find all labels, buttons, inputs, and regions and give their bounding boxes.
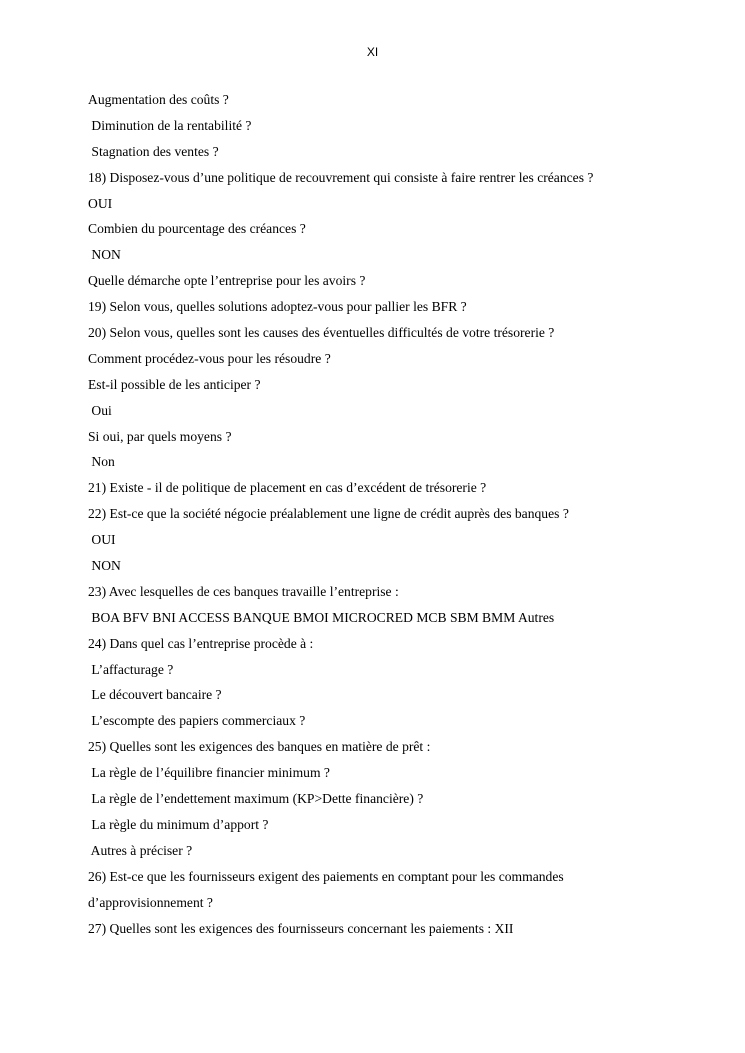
text-line: Oui (88, 402, 112, 418)
text-line: 25) Quelles sont les exigences des banques en matière de prêt : (88, 739, 431, 755)
text-line: Augmentation des coûts ? (88, 92, 229, 107)
text-line: 19) Selon vous, quelles solutions adoptez-vous pour pallier les BFR ? (88, 299, 467, 315)
text-line: Combien du pourcentage des créances ? (88, 221, 306, 237)
text-line: 18) Disposez-vous d’une politique de recouvrement qui consiste à faire rentrer les créances ? (88, 169, 594, 185)
text-line: Stagnation des ventes ? (88, 143, 219, 159)
text-line: Quelle démarche opte l’entreprise pour les avoirs ? (88, 273, 366, 289)
text-line: 22) Est-ce que la société négocie préalablement une ligne de crédit auprès des banques ? (88, 506, 569, 522)
text-line: NON (88, 558, 121, 574)
text-line: 20) Selon vous, quelles sont les causes des éventuelles difficultés de votre trésorerie ? (88, 325, 555, 341)
text-line: NON (88, 247, 121, 263)
text-line: La règle de l’endettement maximum (KP>Dette financière) ? (88, 791, 424, 807)
text-line: Est-il possible de les anticiper ? (88, 376, 261, 392)
text-line: BOA BFV BNI ACCESS BANQUE BMOI MICROCRED MCB SBM BMM Autres (88, 609, 555, 625)
text-line: Autres à préciser ? (88, 842, 193, 858)
text-line: 21) Existe - il de politique de placement en cas d’excédent de trésorerie ? (88, 480, 487, 496)
text-line: d’approvisionnement ? (88, 894, 213, 910)
text-line: Diminution de la rentabilité ? (88, 117, 252, 133)
document-body (88, 87, 718, 941)
text-line: La règle du minimum d’apport ? (88, 816, 269, 832)
text-line: 24) Dans quel cas l’entreprise procède à : (88, 635, 314, 651)
text-line: 23) Avec lesquelles de ces banques travaille l’entreprise : (88, 583, 399, 599)
text-line: Comment procédez-vous pour les résoudre ? (88, 350, 331, 366)
text-line: Non (88, 454, 115, 470)
page-number: XI (366, 45, 379, 59)
text-line: La règle de l’équilibre financier minimum ? (88, 765, 330, 781)
text-line: L’escompte des papiers commerciaux ? (88, 713, 306, 729)
text-line: 27) Quelles sont les exigences des fournisseurs concernant les paiements : XII (88, 920, 514, 936)
text-line: OUI (88, 532, 116, 548)
text-line: OUI (88, 195, 113, 211)
text-line: Si oui, par quels moyens ? (88, 428, 232, 444)
text-line: 26) Est-ce que les fournisseurs exigent des paiements en comptant pour les commandes (88, 868, 564, 884)
text-line: Le découvert bancaire ? (88, 687, 222, 703)
text-line: L’affacturage ? (88, 661, 174, 677)
